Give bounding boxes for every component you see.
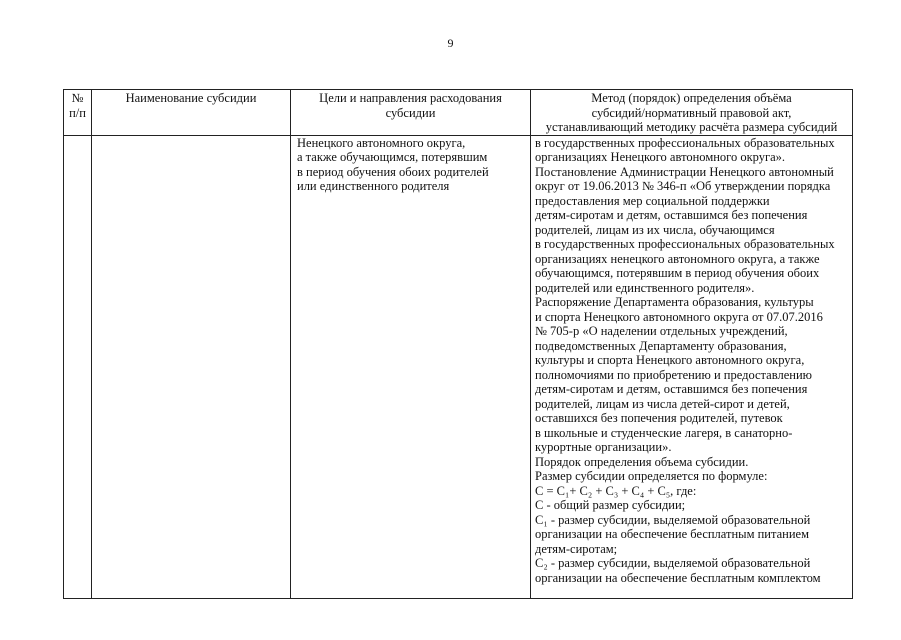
cell-num <box>64 135 92 598</box>
method-line: предоставления мер социальной поддержки <box>535 193 770 208</box>
method-line: обучающимся, потерявшим в период обучения обоих <box>535 266 820 280</box>
header-num <box>64 90 92 136</box>
method-line: организациях ненецкого автономного округа, а также <box>535 251 820 266</box>
header-line: субсидий/нормативный правовой акт, <box>591 105 792 120</box>
method-line: Размер субсидии определяется по формуле: <box>535 469 768 483</box>
method-line: полномочиями по приобретению и предоставлению <box>535 367 812 382</box>
table-header-row <box>64 90 853 136</box>
method-line: в школьные и студенческие лагеря, в санаторно- <box>535 425 793 440</box>
cell-method <box>531 135 853 598</box>
method-line: организациях Ненецкого автономного округа». <box>535 150 786 164</box>
header-line: Цели и направления расходования <box>319 91 502 105</box>
method-line: в государственных профессиональных образовательных <box>535 135 835 150</box>
header-method <box>531 90 853 136</box>
subsidy-table <box>63 89 853 599</box>
method-line: курортные организации». <box>535 440 672 454</box>
header-line: устанавливающий методику расчёта размера субсидий <box>545 120 838 134</box>
page-number: 9 <box>447 36 454 50</box>
header-line: № <box>71 91 84 105</box>
method-line: Постановление Администрации Ненецкого автономный <box>535 164 834 179</box>
purpose-line: Ненецкого автономного округа, <box>297 135 466 150</box>
method-line: родителей, лицам из их числа, обучающимся <box>535 222 775 237</box>
method-line: детям-сиротам и детям, оставшимся без попечения <box>535 382 808 396</box>
method-line: детям-сиротам; <box>535 541 618 556</box>
method-line: С = С₁+ С₂ + С₃ + С₄ + С₅, где: <box>535 483 697 498</box>
method-line: детям-сиротам и детям, оставшимся без попечения <box>535 208 808 222</box>
method-line: оставшихся без попечения родителей, путевок <box>535 411 783 425</box>
method-line: С - общий размер субсидии; <box>535 498 686 512</box>
method-line: организации на обеспечение бесплатным комплектом <box>535 570 821 585</box>
method-line: родителей или единственного родителя». <box>535 280 755 295</box>
method-line: Порядок определения объема субсидии. <box>535 454 749 469</box>
table-row <box>64 135 853 598</box>
header-purpose <box>291 90 531 136</box>
method-line: родителей, лицам из числа детей-сирот и детей, <box>535 396 790 411</box>
header-line: субсидии <box>385 105 436 120</box>
header-line: п/п <box>69 105 86 120</box>
method-line: С₂ - размер субсидии, выделяемой образовательной <box>535 556 811 570</box>
purpose-line: в период обучения обоих родителей <box>297 164 489 179</box>
header-line: Метод (порядок) определения объёма <box>591 91 792 105</box>
method-line: в государственных профессиональных образовательных <box>535 237 835 251</box>
method-line: округ от 19.06.2013 № 346-п «Об утверждении порядка <box>535 179 831 193</box>
cell-name <box>92 135 291 598</box>
method-line: организации на обеспечение бесплатным питанием <box>535 527 809 541</box>
header-line: Наименование субсидии <box>125 91 257 105</box>
method-line: подведомственных Департаменту образования, <box>535 338 787 353</box>
method-line: и спорта Ненецкого автономного округа от 07.07.2016 <box>535 309 823 324</box>
cell-purpose <box>291 135 531 598</box>
purpose-line: или единственного родителя <box>297 179 450 193</box>
method-line: Распоряжение Департамента образования, культуры <box>535 295 814 309</box>
method-line: № 705-р «О наделении отдельных учреждений, <box>535 324 788 338</box>
method-line: культуры и спорта Ненецкого автономного округа, <box>535 353 805 367</box>
header-name <box>92 90 291 136</box>
method-line: С₁ - размер субсидии, выделяемой образовательной <box>535 512 811 527</box>
purpose-line: а также обучающимся, потерявшим <box>297 150 488 164</box>
